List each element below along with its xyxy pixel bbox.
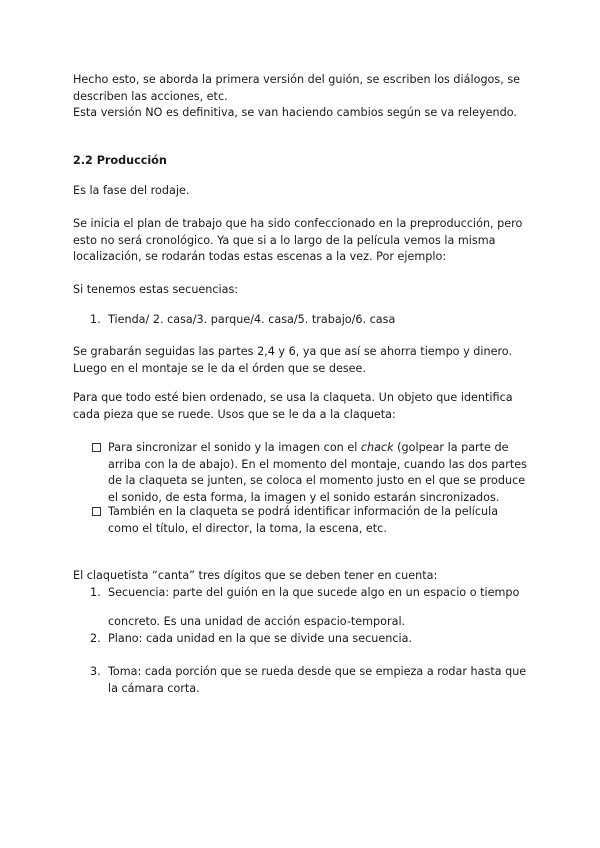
claqueta-paragraph: Para que todo esté bien ordenado, se usa la claqueta. Un objeto que identifica cada pieza que se ruede. Usos que se le da a la claqueta: — [73, 391, 513, 421]
checkbox-icon — [92, 507, 101, 516]
secuencias-paragraph: Si tenemos estas secuencias: — [73, 283, 239, 296]
fase-paragraph: Es la fase del rodaje. — [73, 184, 190, 197]
list-text: Secuencia: parte del guión en la que sucede algo en un espacio o tiempo — [108, 586, 520, 599]
list-text: Plano: cada unidad en la que se divide una secuencia. — [108, 632, 413, 645]
intro-note: Esta versión NO es definitiva, se van haciendo cambios según se va releyendo. — [73, 106, 517, 119]
list-number: 2. — [90, 632, 101, 645]
chack-term: chack — [360, 441, 394, 454]
plan-paragraph: Se inicia el plan de trabajo que ha sido confeccionado en la preproducción, pero esto no será cronológico. Ya que si a lo largo de la película vemos la misma localización, se rodarán todas estas escenas a la vez. Por ejemplo: — [73, 217, 523, 264]
checkbox-icon — [92, 443, 101, 452]
list-text: Tienda/ 2. casa/3. parque/4. casa/5. trabajo/6. casa — [108, 313, 396, 326]
claquetista-paragraph: El claquetista “canta” tres dígitos que se deben tener en cuenta: — [73, 569, 438, 582]
section-heading: 2.2 Producción — [73, 154, 167, 167]
intro-paragraph: Hecho esto, se aborda la primera versión del guión, se escriben los diálogos, se describen las acciones, etc. — [73, 73, 521, 103]
list-text: Toma: cada porción que se rueda desde que se empieza a rodar hasta que la cámara corta. — [108, 665, 527, 695]
list-number: 1. — [90, 586, 101, 599]
checklist-text: Para sincronizar el sonido y la imagen con el chack (golpear la parte de arriba con la de abajo). En el momento del montaje, cuando las dos partes de la claqueta se junten, se coloca el momento justo en el que se produce el sonido, de esta forma, la imagen y el sonido estarán sincronizados. — [108, 441, 527, 504]
grabaran-paragraph: Se grabarán seguidas las partes 2,4 y 6, ya que así se ahorra tiempo y dinero. Luego en el montaje se le da el órden que se desee. — [73, 345, 513, 375]
checklist-text: También en la claqueta se podrá identificar información de la película como el título, el director, la toma, la escena, etc. — [108, 505, 499, 535]
list-number: 3. — [90, 665, 101, 678]
list-text: concreto. Es una unidad de acción espacio-temporal. — [108, 615, 406, 628]
list-number: 1. — [90, 313, 101, 326]
